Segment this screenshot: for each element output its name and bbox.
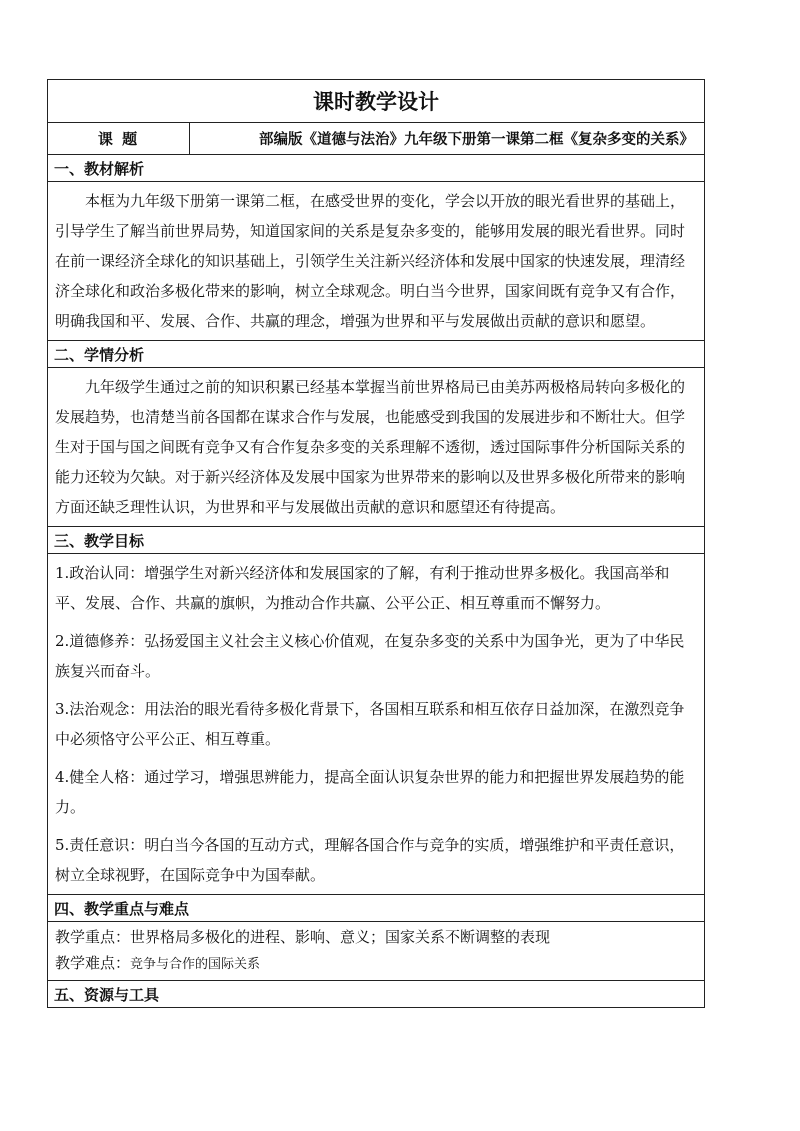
difficulty-line — [55, 950, 696, 978]
section-heading-resources-tools: 五、资源与工具 — [48, 981, 705, 1008]
topic-label: 课 题 — [48, 123, 190, 155]
objective-item: 5.责任意识：明白当今各国的互动方式，理解各国合作与竞争的实质，增强维护和平责任意识，树立全球视野，在国际竞争中为国奉献。 — [55, 836, 685, 884]
section-heading-key-points: 四、教学重点与难点 — [48, 895, 705, 922]
key-point-text: 教学重点：世界格局多极化的进程、影响、意义；国家关系不断调整的表现 — [55, 928, 551, 946]
section-heading-material-analysis: 一、教材解析 — [48, 155, 705, 182]
student-analysis-text: 九年级学生通过之前的知识积累已经基本掌握当前世界格局已由美苏两极格局转向多极化的发展趋势，也清楚当前各国都在谋求合作与发展，也能感受到我国的发展进步和不断壮大。但学生对于国与国之间既有竞争又有合作复杂多变的关系理解不透彻，透过国际事件分析国际关系的能力还较为欠缺。对于新兴经济体及发展中国家为世界带来的影响以及世界多极化所带来的影响方面还缺乏理性认识，为世界和平与发展做出贡献的意识和愿望还有待提高。 — [55, 378, 686, 516]
section-body-material-analysis — [48, 182, 705, 341]
lesson-design-document — [47, 79, 704, 1008]
section-body-teaching-objectives — [48, 554, 705, 895]
difficulty-text: 竞争与合作的国际关系 — [130, 957, 261, 972]
objective-item: 4.健全人格：通过学习，增强思辨能力，提高全面认识复杂世界的能力和把握世界发展趋势的能力。 — [55, 768, 685, 816]
difficulty-label: 教学难点： — [55, 954, 131, 972]
material-analysis-text: 本框为九年级下册第一课第二框，在感受世界的变化，学会以开放的眼光看世界的基础上，引导学生了解当前世界局势，知道国家间的关系是复杂多变的，能够用发展的眼光看世界。同时在前一课经济全球化的知识基础上，引领学生关注新兴经济体和发展中国家的快速发展，理清经济全球化和政治多极化带来的影响，树立全球观念。明白当今世界，国家间既有竞争又有合作，明确我国和平、发展、合作、共赢的理念，增强为世界和平与发展做出贡献的意识和愿望。 — [55, 192, 686, 330]
section-body-key-points — [48, 922, 705, 981]
lesson-design-table — [47, 79, 705, 1008]
section-heading-teaching-objectives: 三、教学目标 — [48, 527, 705, 554]
document-title: 课时教学设计 — [48, 80, 705, 123]
objective-item: 2.道德修养：弘扬爱国主义社会主义核心价值观，在复杂多变的关系中为国争光，更为了中华民族复兴而奋斗。 — [55, 632, 685, 680]
objective-item: 3.法治观念：用法治的眼光看待多极化背景下，各国相互联系和相互依存日益加深，在激烈竞争中必须恪守公平公正、相互尊重。 — [55, 700, 685, 748]
topic-value: 部编版《道德与法治》九年级下册第一课第二框《复杂多变的关系》 — [190, 123, 705, 155]
section-heading-student-analysis: 二、学情分析 — [48, 341, 705, 368]
objective-item: 1.政治认同：增强学生对新兴经济体和发展国家的了解，有利于推动世界多极化。我国高举和平、发展、合作、共赢的旗帜，为推动合作共赢、公平公正、相互尊重而不懈努力。 — [55, 564, 670, 612]
section-body-student-analysis — [48, 368, 705, 527]
